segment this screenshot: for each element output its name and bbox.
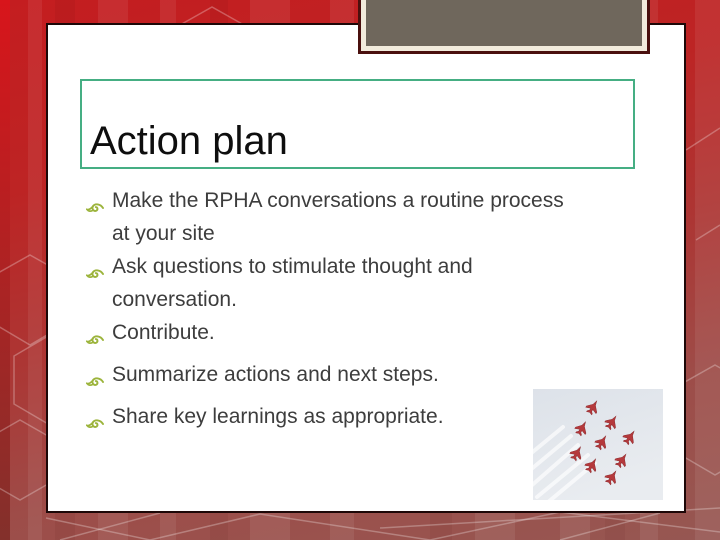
list-item	[86, 400, 568, 442]
bullet-list	[86, 184, 568, 442]
bullet-text: Ask questions to stimulate thought and conversation.	[112, 255, 473, 311]
floral-swirl-bullet-icon	[86, 325, 108, 358]
bullet-text: Contribute.	[112, 321, 215, 344]
title-box	[80, 79, 635, 169]
floral-swirl-bullet-icon	[86, 259, 108, 316]
list-item	[86, 316, 568, 358]
top-tab-box	[358, 0, 650, 54]
page-title: Action plan	[90, 119, 288, 163]
bullet-text: Summarize actions and next steps.	[112, 363, 439, 386]
bullet-text: Make the RPHA conversations a routine process at your site	[112, 189, 564, 245]
bullet-text: Share key learnings as appropriate.	[112, 405, 444, 428]
list-item	[86, 250, 568, 316]
floral-swirl-bullet-icon	[86, 409, 108, 442]
floral-swirl-bullet-icon	[86, 367, 108, 400]
list-item	[86, 184, 568, 250]
top-tab-fill	[366, 0, 642, 46]
floral-swirl-bullet-icon	[86, 193, 108, 250]
red-arrows-photo	[533, 389, 663, 500]
list-item	[86, 358, 568, 400]
